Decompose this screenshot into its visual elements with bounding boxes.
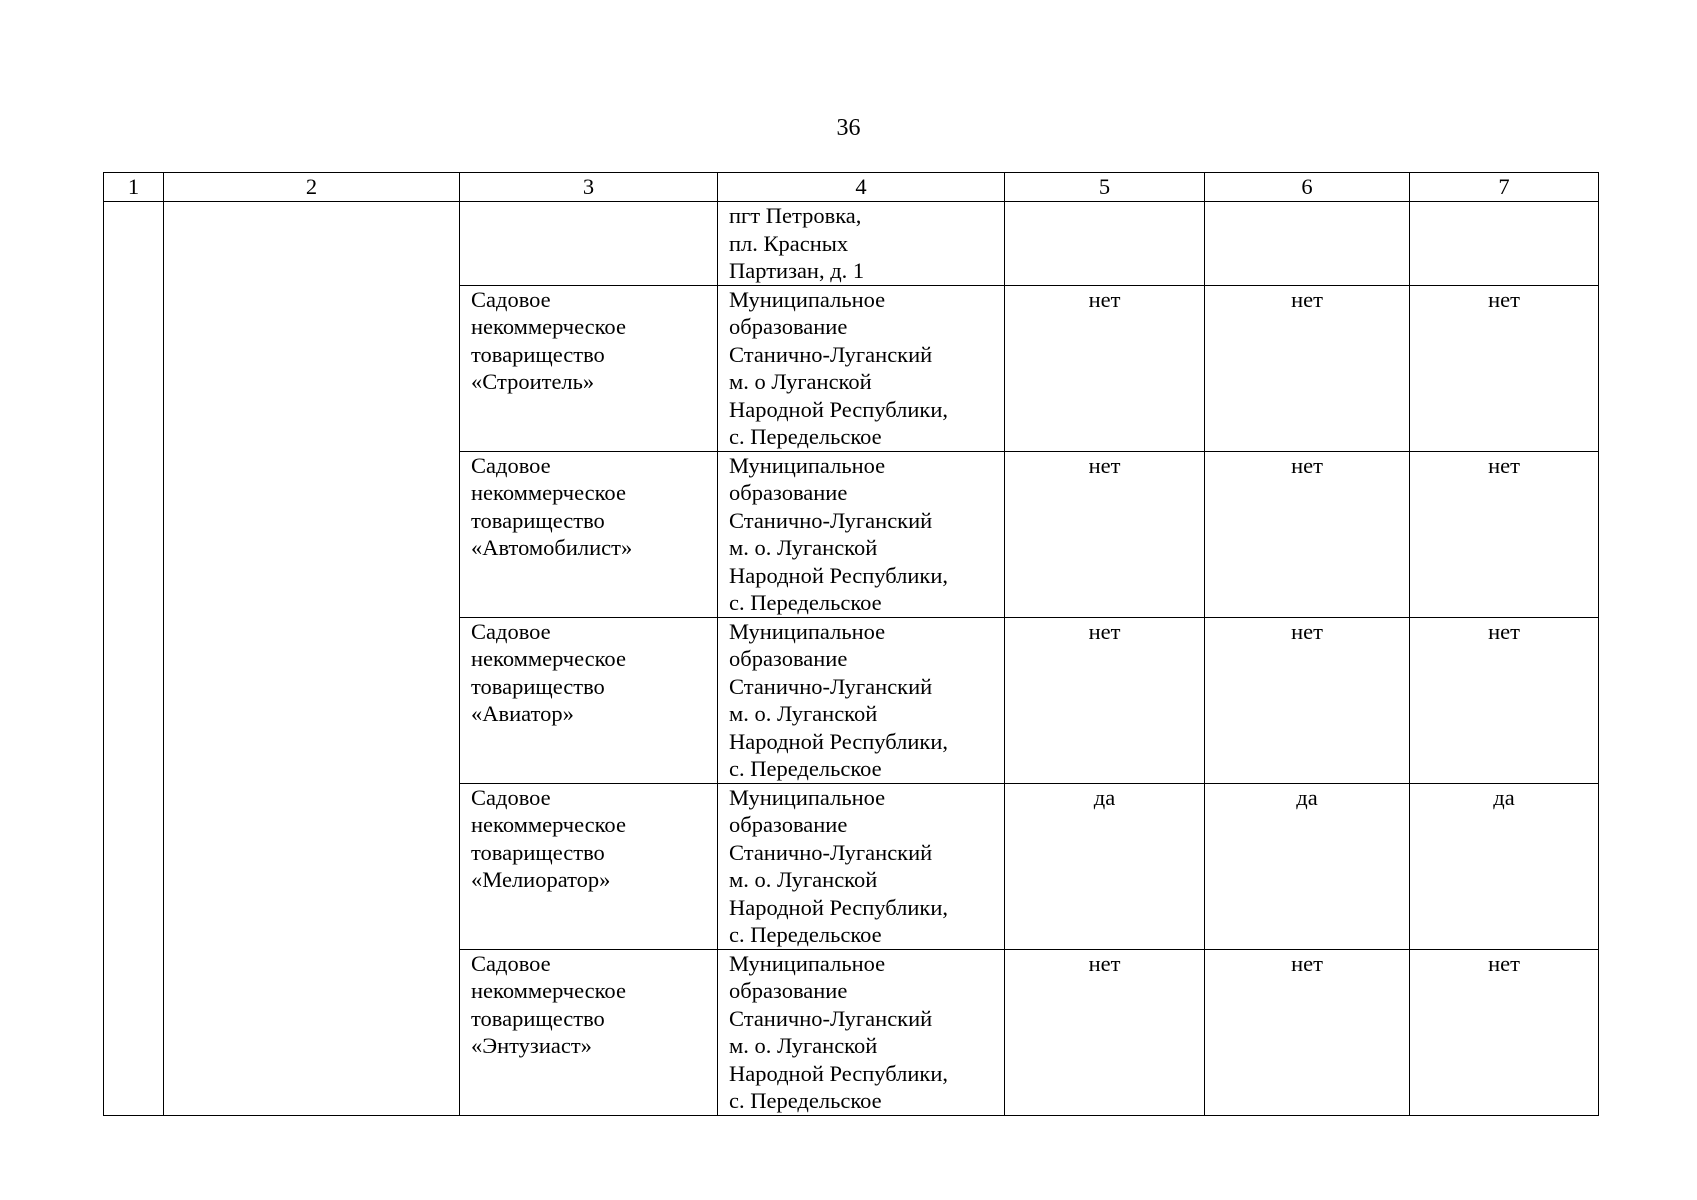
address-line: м. о. Луганской	[729, 535, 878, 560]
cell-address	[718, 202, 1005, 286]
cell-col7	[1410, 202, 1599, 286]
cell-col6: да	[1205, 783, 1410, 949]
name-line: товарищество	[471, 341, 605, 367]
name-line: «Строитель»	[471, 369, 595, 394]
name-line: товарищество	[471, 839, 605, 865]
column-header-4: 4	[718, 173, 1005, 202]
address-line: Народной Республики,	[729, 1060, 948, 1086]
address-line: пл. Красных	[729, 230, 849, 256]
address-line: Муниципальное	[729, 452, 886, 478]
cell-organization-name	[460, 285, 718, 451]
column-header-6: 6	[1205, 173, 1410, 202]
address-line: образование	[729, 812, 848, 837]
address-line: образование	[729, 978, 848, 1003]
address-line: с. Передельское	[729, 424, 882, 449]
cell-name-empty	[460, 202, 718, 286]
column-header-2: 2	[164, 173, 460, 202]
address-line: м. о. Луганской	[729, 867, 878, 892]
address-line: Народной Республики,	[729, 894, 948, 920]
address-line: Народной Республики,	[729, 562, 948, 588]
cell-address	[718, 285, 1005, 451]
cell-col6: нет	[1205, 285, 1410, 451]
cell-col6: нет	[1205, 617, 1410, 783]
cell-organization-name	[460, 783, 718, 949]
cell-col7: нет	[1410, 617, 1599, 783]
name-line: некоммерческое	[471, 480, 626, 505]
column-header-1: 1	[104, 173, 164, 202]
column-header-5: 5	[1005, 173, 1205, 202]
cell-col5	[1005, 202, 1205, 286]
address-line: м. о. Луганской	[729, 701, 878, 726]
cell-address	[718, 949, 1005, 1115]
address-line: Станично-Луганский	[729, 507, 933, 533]
address-line: Муниципальное	[729, 950, 886, 976]
cell-address	[718, 783, 1005, 949]
continuation-row	[104, 202, 1599, 286]
address-line: м. о Луганской	[729, 369, 872, 394]
address-line: Партизан, д. 1	[729, 258, 865, 283]
name-line: товарищество	[471, 673, 605, 699]
address-line: образование	[729, 314, 848, 339]
cell-col6: нет	[1205, 451, 1410, 617]
data-table	[103, 172, 1599, 1116]
address-line: Муниципальное	[729, 784, 886, 810]
address-line: пгт Петровка,	[729, 203, 862, 228]
address-line: с. Передельское	[729, 590, 882, 615]
cell-col6	[1205, 202, 1410, 286]
name-line: «Энтузиаст»	[471, 1033, 592, 1058]
header-row	[104, 173, 1599, 202]
name-line: Садовое	[471, 950, 551, 976]
cell-col5: нет	[1005, 285, 1205, 451]
address-line: образование	[729, 480, 848, 505]
address-line: Муниципальное	[729, 618, 886, 644]
address-line: Станично-Луганский	[729, 1005, 933, 1031]
name-line: Садовое	[471, 784, 551, 810]
name-line: некоммерческое	[471, 812, 626, 837]
cell-col5: нет	[1005, 949, 1205, 1115]
name-line: некоммерческое	[471, 646, 626, 671]
column-header-7: 7	[1410, 173, 1599, 202]
address-line: Муниципальное	[729, 286, 886, 312]
cell-col5: нет	[1005, 451, 1205, 617]
name-line: «Мелиоратор»	[471, 867, 611, 892]
cell-organization-name	[460, 451, 718, 617]
name-line: некоммерческое	[471, 314, 626, 339]
page-number: 36	[836, 115, 861, 141]
cell-col7: нет	[1410, 451, 1599, 617]
name-line: товарищество	[471, 1005, 605, 1031]
cell-col5: нет	[1005, 617, 1205, 783]
cell-col6: нет	[1205, 949, 1410, 1115]
address-line: с. Передельское	[729, 1088, 882, 1113]
address-line: м. о. Луганской	[729, 1033, 878, 1058]
name-line: «Автомобилист»	[471, 535, 633, 560]
address-line: Народной Республики,	[729, 396, 948, 422]
name-line: Садовое	[471, 618, 551, 644]
address-line: Станично-Луганский	[729, 839, 933, 865]
cell-address	[718, 451, 1005, 617]
address-line: с. Передельское	[729, 756, 882, 781]
name-line: товарищество	[471, 507, 605, 533]
cell-col7: нет	[1410, 285, 1599, 451]
cell-col5: да	[1005, 783, 1205, 949]
cell-col7: нет	[1410, 949, 1599, 1115]
name-line: некоммерческое	[471, 978, 626, 1003]
name-line: «Авиатор»	[471, 701, 574, 726]
address-line: образование	[729, 646, 848, 671]
address-line: Народной Республики,	[729, 728, 948, 754]
cell-organization-name	[460, 617, 718, 783]
cell-address	[718, 617, 1005, 783]
cell-col1-merged	[104, 202, 164, 1116]
address-line: Станично-Луганский	[729, 341, 933, 367]
address-line: Станично-Луганский	[729, 673, 933, 699]
cell-col7: да	[1410, 783, 1599, 949]
cell-col2-merged	[164, 202, 460, 1116]
address-line: с. Передельское	[729, 922, 882, 947]
column-header-3: 3	[460, 173, 718, 202]
name-line: Садовое	[471, 286, 551, 312]
cell-organization-name	[460, 949, 718, 1115]
name-line: Садовое	[471, 452, 551, 478]
